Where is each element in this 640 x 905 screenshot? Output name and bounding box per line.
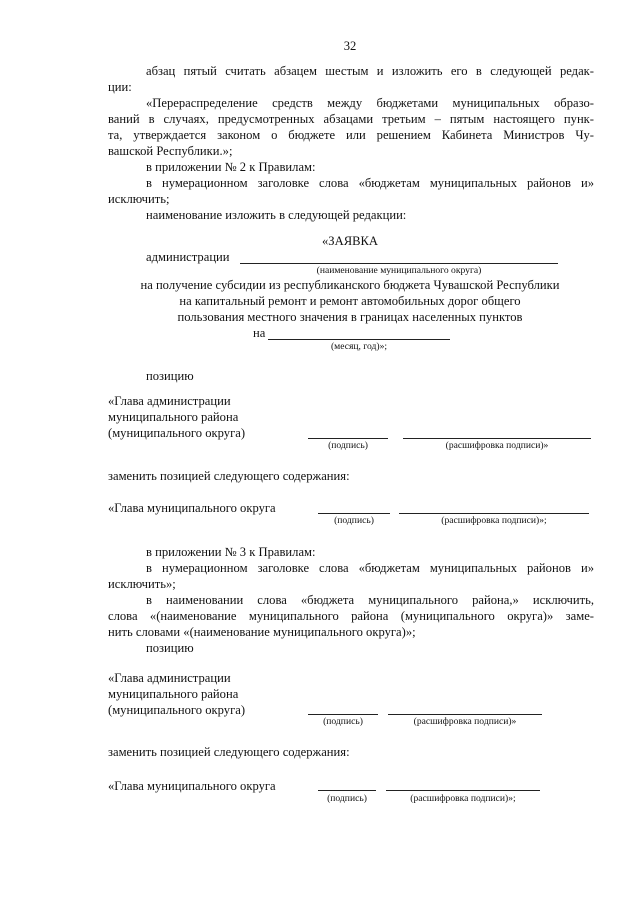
block1-line-3: (муниципального округа) bbox=[108, 426, 246, 440]
quote-line-4: вашской Республики.»; bbox=[108, 144, 233, 158]
month-underline bbox=[268, 339, 450, 340]
month-caption: (месяц, год)»; bbox=[330, 341, 388, 352]
block1-sign-line bbox=[308, 438, 388, 439]
admin-underline bbox=[240, 263, 558, 264]
block2-decode-line bbox=[399, 513, 589, 514]
appendix2-name-line: наименование изложить в следующей редакции: bbox=[146, 208, 407, 222]
appendix3-name-line-2: слова «(наименование муниципального района (муниципального округа)» заме- bbox=[108, 609, 594, 623]
block3-line-3: (муниципального округа) bbox=[108, 703, 246, 717]
block4-sign-line bbox=[318, 790, 376, 791]
block1-decode-caption: (расшифровка подписи)» bbox=[445, 440, 549, 451]
block3-sign-line bbox=[308, 714, 378, 715]
replace-line-2: заменить позицией следующего содержания: bbox=[108, 745, 350, 759]
quote-line-3: та, утверждается законом о бюджете или решением Кабинета Министров Чу- bbox=[108, 128, 594, 142]
block2-sign-caption: (подпись) bbox=[334, 515, 374, 526]
quote-line-2: ваний в случаях, предусмотренных абзацами третьим – пятым настоящего пунк- bbox=[108, 112, 594, 126]
zayavka-title: «ЗАЯВКА bbox=[322, 234, 378, 248]
block3-decode-caption: (расшифровка подписи)» bbox=[413, 716, 517, 727]
admin-label: администрации bbox=[146, 250, 230, 264]
block3-line-1: «Глава администрации bbox=[108, 671, 231, 685]
appendix2-numbered-line-2: исключить; bbox=[108, 192, 170, 206]
appendix3-numbered-line-1: в нумерационном заголовке слова «бюджетам муниципальных районов и» bbox=[146, 561, 594, 575]
block2-decode-caption: (расшифровка подписи)»; bbox=[441, 515, 547, 526]
block1-line-2: муниципального района bbox=[108, 410, 239, 424]
page-number: 32 bbox=[343, 39, 357, 53]
na-label: на bbox=[253, 326, 266, 340]
block3-sign-caption: (подпись) bbox=[323, 716, 363, 727]
block1-line-1: «Глава администрации bbox=[108, 394, 231, 408]
replace-line-1: заменить позицией следующего содержания: bbox=[108, 469, 350, 483]
zayavka-line-1: на получение субсидии из республиканского бюджета Чувашской Республики bbox=[140, 278, 560, 292]
position-word-1: позицию bbox=[146, 369, 194, 383]
block4-sign-caption: (подпись) bbox=[327, 793, 367, 804]
appendix3-name-line-3: нить словами «(наименование муниципального округа)»; bbox=[108, 625, 416, 639]
block4-line-1: «Глава муниципального округа bbox=[108, 779, 276, 793]
block3-decode-line bbox=[388, 714, 542, 715]
block1-sign-caption: (подпись) bbox=[328, 440, 368, 451]
zayavka-line-2: на капитальный ремонт и ремонт автомобильных дорог общего bbox=[179, 294, 521, 308]
appendix3-numbered-line-2: исключить»; bbox=[108, 577, 176, 591]
block4-decode-line bbox=[386, 790, 540, 791]
position-word-2: позицию bbox=[146, 641, 194, 655]
appendix2-heading: в приложении № 2 к Правилам: bbox=[146, 160, 316, 174]
quote-line-1: «Перераспределение средств между бюджетами муниципальных образо- bbox=[146, 96, 594, 110]
appendix2-numbered-line-1: в нумерационном заголовке слова «бюджетам муниципальных районов и» bbox=[146, 176, 594, 190]
admin-caption: (наименование муниципального округа) bbox=[316, 265, 482, 276]
block1-decode-line bbox=[403, 438, 591, 439]
intro-line-2: ции: bbox=[108, 80, 132, 94]
block2-sign-line bbox=[318, 513, 390, 514]
block4-decode-caption: (расшифровка подписи)»; bbox=[410, 793, 516, 804]
appendix3-heading: в приложении № 3 к Правилам: bbox=[146, 545, 316, 559]
block3-line-2: муниципального района bbox=[108, 687, 239, 701]
block2-line-1: «Глава муниципального округа bbox=[108, 501, 276, 515]
appendix3-name-line-1: в наименовании слова «бюджета муниципального района,» исключить, bbox=[146, 593, 594, 607]
zayavka-line-3: пользования местного значения в границах населенных пунктов bbox=[177, 310, 523, 324]
intro-line-1: абзац пятый считать абзацем шестым и изложить его в следующей редак- bbox=[146, 64, 594, 78]
